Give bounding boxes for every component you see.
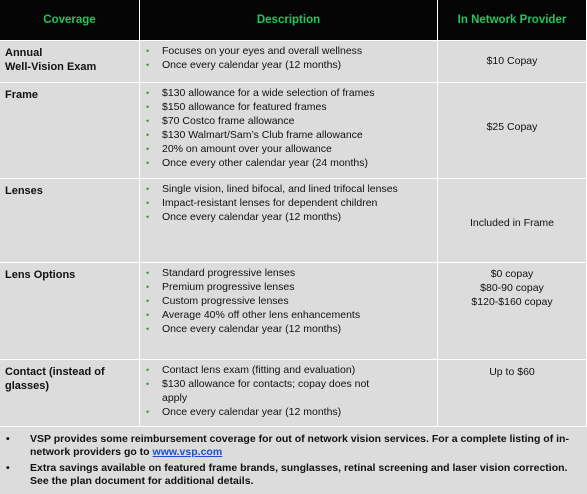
- bullet-icon: •: [146, 310, 150, 320]
- coverage-label-line: Contact (instead of: [5, 366, 105, 378]
- coverage-label-line: Lenses: [5, 185, 43, 197]
- provider-copay: $0 copay: [490, 268, 534, 280]
- benefit-item: • 20% on amount over your allowance: [146, 143, 332, 155]
- benefit-item: • Focuses on your eyes and overall wellness: [146, 45, 363, 57]
- bullet-icon: •: [146, 379, 150, 389]
- provider-copay: $25 Copay: [486, 121, 538, 133]
- bullet-icon: •: [6, 462, 10, 474]
- provider-copay: Up to $60: [489, 366, 535, 378]
- coverage-cell-annual-exam: [0, 41, 140, 83]
- footnote-text: Extra savings available on featured frame brands, sunglasses, retinal screening and laser vision correction. See the plan document for additional details.: [30, 462, 568, 487]
- benefit-item: • Standard progressive lenses: [146, 267, 296, 279]
- bullet-icon: •: [146, 282, 150, 292]
- coverage-label-line: glasses): [5, 380, 50, 392]
- bullet-icon: •: [146, 296, 150, 306]
- bullet-icon: •: [146, 130, 150, 140]
- provider-copay: $80-90 copay: [480, 282, 544, 294]
- coverage-label-line: Well-Vision Exam: [5, 61, 97, 73]
- benefit-item: • Once every calendar year (12 months): [146, 211, 342, 223]
- benefit-item: • Average 40% off other lens enhancements: [146, 309, 361, 321]
- description-cell-lens-options: [140, 263, 438, 360]
- bullet-icon: •: [146, 102, 150, 112]
- coverage-label-line: Annual: [5, 47, 43, 59]
- footnote-text: VSP provides some reimbursement coverage for out of network vision services. For a complete listing of in-network providers go to: [30, 433, 569, 458]
- bullet-icon: •: [146, 60, 150, 70]
- coverage-cell-lens-options: [0, 263, 140, 360]
- footnote-extra-savings: [6, 462, 579, 488]
- coverage-cell-frame: [0, 83, 140, 179]
- provider-copay: $10 Copay: [486, 55, 538, 67]
- benefit-item: • Single vision, lined bifocal, and lined trifocal lenses: [146, 183, 398, 195]
- benefit-list: [146, 266, 433, 336]
- benefit-list: [146, 44, 433, 72]
- bullet-icon: •: [146, 365, 150, 375]
- coverage-label-line: Frame: [5, 89, 39, 101]
- benefit-item: • $130 Walmart/Sam’s Club frame allowance: [146, 129, 363, 141]
- bullet-icon: •: [146, 116, 150, 126]
- bullet-icon: •: [146, 46, 150, 56]
- header-coverage: Coverage: [0, 0, 140, 41]
- vsp-website-link[interactable]: www.vsp.com: [152, 446, 223, 458]
- benefit-item: • Once every other calendar year (24 months): [146, 157, 369, 169]
- bullet-icon: •: [6, 433, 10, 445]
- provider-cell-annual-exam: [438, 41, 587, 83]
- bullet-icon: •: [146, 144, 150, 154]
- coverage-label-line: Lens Options: [5, 269, 76, 281]
- bullet-icon: •: [146, 212, 150, 222]
- provider-copay: Included in Frame: [469, 217, 555, 229]
- benefit-item: • Impact-resistant lenses for dependent children: [146, 197, 378, 209]
- footnote-out-of-network: [6, 433, 579, 459]
- benefit-list: [146, 86, 433, 170]
- bullet-icon: •: [146, 158, 150, 168]
- benefit-item: • Once every calendar year (12 months): [146, 406, 342, 418]
- benefit-item: • Premium progressive lenses: [146, 281, 295, 293]
- benefit-item: • $70 Costco frame allowance: [146, 115, 295, 127]
- bullet-icon: •: [146, 268, 150, 278]
- benefit-item: • $150 allowance for featured frames: [146, 101, 327, 113]
- provider-copay: $120-$160 copay: [471, 296, 553, 308]
- provider-cell-frame: [438, 83, 587, 179]
- bullet-icon: •: [146, 184, 150, 194]
- benefit-item: • $130 allowance for contacts; copay does not apply: [146, 378, 370, 404]
- description-cell-annual-exam: [140, 41, 438, 83]
- header-in-network-provider: In Network Provider: [438, 0, 587, 41]
- footnote-list: [6, 433, 579, 488]
- provider-cell-lenses: [438, 179, 587, 263]
- benefit-item: • Custom progressive lenses: [146, 295, 289, 307]
- description-cell-frame: [140, 83, 438, 179]
- coverage-cell-contact: [0, 360, 140, 427]
- benefit-list: [146, 363, 433, 419]
- benefit-item: • $130 allowance for a wide selection of frames: [146, 87, 375, 99]
- provider-cell-contact: [438, 360, 587, 427]
- footnotes: [0, 426, 587, 494]
- description-cell-lenses: [140, 179, 438, 263]
- benefit-list: [146, 182, 433, 224]
- header-description: Description: [140, 0, 438, 41]
- benefit-item: • Contact lens exam (fitting and evaluation): [146, 364, 356, 376]
- bullet-icon: •: [146, 324, 150, 334]
- benefit-item: • Once every calendar year (12 months): [146, 59, 342, 71]
- benefit-item: • Once every calendar year (12 months): [146, 323, 342, 335]
- description-cell-contact: [140, 360, 438, 427]
- bullet-icon: •: [146, 88, 150, 98]
- bullet-icon: •: [146, 198, 150, 208]
- bullet-icon: •: [146, 407, 150, 417]
- coverage-cell-lenses: [0, 179, 140, 263]
- provider-cell-lens-options: [438, 263, 587, 360]
